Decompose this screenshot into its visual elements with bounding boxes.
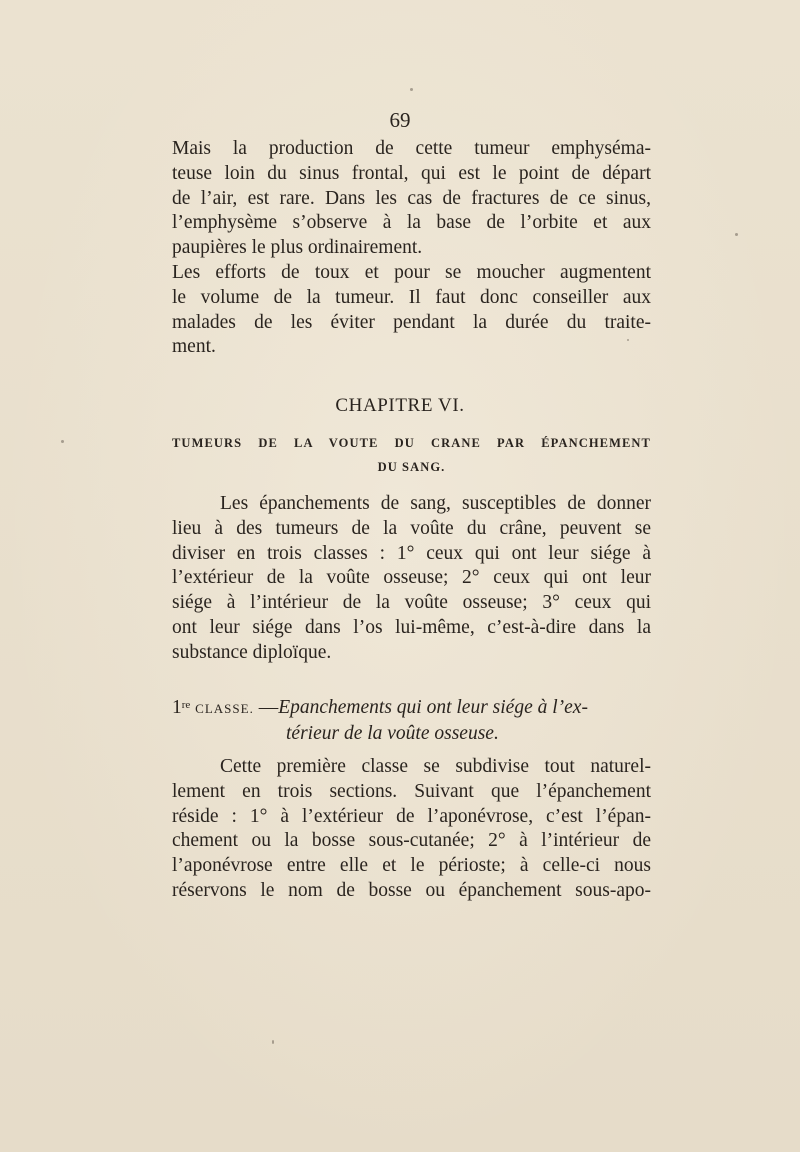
paragraph-classes: [172, 492, 651, 666]
page-number: 69: [389, 108, 411, 132]
text-line: Les épanchements de sang, susceptibles de donner: [220, 493, 651, 514]
paragraph-efforts: [172, 261, 651, 360]
class-dash: —: [253, 697, 279, 718]
class-heading: [172, 693, 651, 747]
paper-speck: [627, 339, 629, 341]
text-line: réservons le nom de bosse ou épanchement sous-apo-: [172, 879, 651, 901]
text-line: teuse loin du sinus frontal, qui est le point de départ: [172, 162, 651, 184]
text-line: siége à l’intérieur de la voûte osseuse; 3° ceux qui: [172, 592, 651, 614]
text-line: chement ou la bosse sous-cutanée; 2° à l’intérieur de: [172, 830, 651, 852]
text-line: ment.: [172, 336, 216, 358]
text-line: diviser en trois classes : 1° ceux qui ont leur siége à: [172, 542, 651, 564]
paragraph-emphysema: [172, 137, 651, 261]
paper-speck: [61, 440, 64, 443]
text-line: Mais la production de cette tumeur emphyséma-: [172, 138, 651, 159]
text-line: Cette première classe se subdivise tout naturel-: [220, 756, 651, 777]
paragraph-first-class: [172, 755, 651, 904]
paper-speck: [410, 88, 413, 91]
class-title-line2: térieur de la voûte osseuse.: [286, 722, 499, 744]
text-line: le volume de la tumeur. Il faut donc conseiller aux: [172, 286, 651, 308]
text-line: l’emphysème s’observe à la base de l’orbite et aux: [172, 212, 651, 234]
text-line: substance diploïque.: [172, 641, 332, 663]
chapter-subtitle-line1: TUMEURS DE LA VOUTE DU CRANE PAR ÉPANCHEMENT: [172, 436, 651, 450]
text-line: lieu à des tumeurs de la voûte du crâne, peuvent se: [172, 517, 651, 539]
class-title-line1: Epanchements qui ont leur siége à l’ex-: [278, 697, 588, 718]
chapter-title: CHAPITRE VI.: [335, 395, 465, 416]
text-line: Les efforts de toux et pour se moucher augmentent: [172, 262, 651, 283]
chapter-subtitle-line2: DU SANG.: [377, 460, 446, 474]
text-line: l’extérieur de la voûte osseuse; 2° ceux qui ont leur: [172, 567, 651, 589]
text-line: ont leur siége dans l’os lui-même, c’est-à-dire dans la: [172, 616, 651, 638]
text-line: lement en trois sections. Suivant que l’épanchement: [172, 780, 651, 802]
text-line: réside : 1° à l’extérieur de l’aponévrose, c’est l’épan-: [172, 805, 651, 827]
class-ordinal: 1re: [172, 697, 191, 718]
class-label: CLASSE.: [195, 701, 254, 716]
text-line: paupières le plus ordinairement.: [172, 237, 423, 259]
paper-speck: [735, 233, 738, 236]
text-line: l’aponévrose entre elle et le périoste; à celle-ci nous: [172, 855, 651, 877]
text-line: de l’air, est rare. Dans les cas de fractures de ce sinus,: [172, 187, 651, 209]
paper-speck: [272, 1040, 274, 1044]
text-line: malades de les éviter pendant la durée du traite-: [172, 311, 651, 333]
